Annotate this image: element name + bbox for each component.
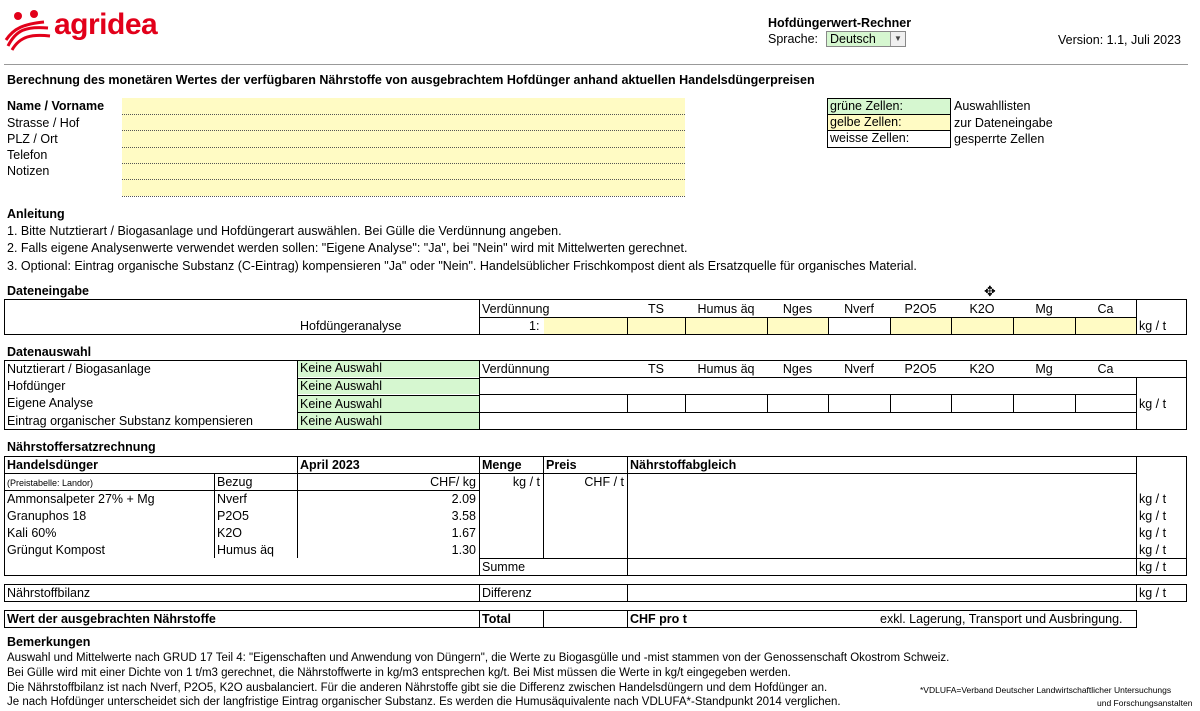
legend-green-label: grüne Zellen: bbox=[830, 99, 903, 113]
data-input-title: Dateneingabe bbox=[7, 284, 89, 298]
own-analysis-value: Keine Auswahl bbox=[300, 397, 383, 411]
remark-line-1: Auswahl und Mittelwerte nach GRUD 17 Teil 4: "Eigenschaften und Anwendung von Düngern", die Werte zu Biogasgülle und -mist stammen von der Genossenschaft Okostrom Schweiz. bbox=[7, 652, 950, 664]
sel-col-dilution: Verdünnung bbox=[482, 362, 550, 376]
selection-row-label-4: Eintrag organischer Substanz kompensieren bbox=[7, 414, 253, 428]
legend-green-cell bbox=[827, 98, 951, 115]
col-header-ca: Ca bbox=[1097, 302, 1114, 316]
nverf-input[interactable] bbox=[828, 318, 890, 334]
data-input-dilution-prefix: 1: bbox=[529, 319, 540, 333]
price-source: (Preistabelle: Landor) bbox=[7, 478, 94, 488]
balance-label: Nährstoffbilanz bbox=[7, 586, 91, 600]
col-header-mg: Mg bbox=[1035, 302, 1053, 316]
brand-name: agridea bbox=[54, 8, 158, 41]
version-text: Version: 1.1, Juli 2023 bbox=[1058, 33, 1181, 47]
agridea-logo bbox=[4, 6, 179, 52]
selection-title: Datenauswahl bbox=[7, 345, 92, 359]
sum-label: Summe bbox=[482, 560, 526, 574]
contact-notes-label: Notizen bbox=[7, 164, 50, 178]
fert-unit-2: kg / t bbox=[1139, 509, 1167, 523]
data-input-row-label: Hofdüngeranalyse bbox=[300, 319, 402, 333]
fert-price-4: 1.30 bbox=[451, 543, 476, 557]
chevron-down-icon[interactable]: ▼ bbox=[890, 32, 905, 46]
col-date: April 2023 bbox=[300, 458, 360, 472]
footnote-line-1: *VDLUFA=Verband Deutscher Landwirtschaftlicher Untersuchungs bbox=[920, 685, 1172, 695]
fert-ref-3: K2O bbox=[217, 526, 243, 540]
instructions-step-1: 1. Bitte Nutztierart / Biogasanlage und Hofdüngerart auswählen. Bei Gülle die Verdünnung angeben. bbox=[7, 224, 562, 238]
fert-name-2: Granuphos 18 bbox=[7, 509, 87, 523]
col-header-ts: TS bbox=[648, 302, 664, 316]
own-analysis-select[interactable] bbox=[298, 395, 479, 412]
sum-unit: kg / t bbox=[1139, 560, 1167, 574]
sel-col-k2o: K2O bbox=[969, 362, 995, 376]
remark-line-4: Je nach Hofdünger unterscheidet sich der langfristige Eintrag organischer Substanz. Es werden die Humusäquivalente nach VDLUFA*-Standpunkt 2014 verglichen. bbox=[7, 696, 841, 708]
contact-name-label: Name / Vorname bbox=[7, 99, 105, 113]
col-amount: Menge bbox=[482, 458, 522, 472]
sel-col-humus: Humus äq bbox=[697, 362, 755, 376]
language-value: Deutsch bbox=[830, 32, 876, 46]
p2o5-input[interactable] bbox=[890, 318, 951, 334]
fert-ref-1: Nverf bbox=[217, 492, 247, 506]
legend-yellow-cell bbox=[827, 115, 951, 131]
ts-input[interactable] bbox=[627, 318, 685, 334]
mg-input[interactable] bbox=[1013, 318, 1075, 334]
instructions-step-2: 2. Falls eigene Analysenwerte verwendet werden sollen: "Eigene Analyse": "Ja", bei "Nein" wird mit Mittelwerten gerechnet. bbox=[7, 241, 688, 255]
agridea-logo-icon bbox=[4, 6, 52, 52]
fert-price-1: 2.09 bbox=[451, 492, 476, 506]
col-header-nges: Nges bbox=[782, 302, 813, 316]
dilution-input[interactable] bbox=[544, 318, 627, 334]
legend-yellow-desc: zur Dateneingabe bbox=[954, 116, 1053, 130]
footnote-line-2: und Forschungsanstalten bbox=[1097, 698, 1193, 708]
humus-input[interactable] bbox=[685, 318, 767, 334]
sel-col-mg: Mg bbox=[1035, 362, 1053, 376]
replacement-title: Nährstoffersatzrechnung bbox=[7, 440, 156, 454]
selection-row-label-1: Nutztierart / Biogasanlage bbox=[7, 362, 151, 376]
selection-row-label-3: Eigene Analyse bbox=[7, 396, 94, 410]
col-price: Preis bbox=[546, 458, 577, 472]
fert-name-4: Grüngut Kompost bbox=[7, 543, 105, 557]
language-label: Sprache: bbox=[768, 32, 819, 46]
sel-col-nverf: Nverf bbox=[844, 362, 874, 376]
col-balance: Nährstoffabgleich bbox=[630, 458, 737, 472]
fert-price-2: 3.58 bbox=[451, 509, 476, 523]
contact-street-label: Strasse / Hof bbox=[7, 116, 80, 130]
sel-col-ca: Ca bbox=[1097, 362, 1114, 376]
fert-unit-3: kg / t bbox=[1139, 526, 1167, 540]
manure-value: Keine Auswahl bbox=[300, 379, 383, 393]
remarks-title: Bemerkungen bbox=[7, 635, 91, 649]
contact-phone-label: Telefon bbox=[7, 148, 48, 162]
remark-line-2: Bei Gülle wird mit einer Dichte von 1 t/m3 gerechnet, die Nährstoffwerte in kg/m3 entsprechen kg/t. Bei Mist müssen die Werte in kg/t eingegeben werden. bbox=[7, 667, 791, 679]
organic-compensation-select[interactable] bbox=[298, 412, 479, 429]
col-header-k2o: K2O bbox=[969, 302, 995, 316]
legend-white-desc: gesperrte Zellen bbox=[954, 132, 1045, 146]
legend-green-desc: Auswahllisten bbox=[954, 99, 1031, 113]
app-title: Hofdüngerwert-Rechner bbox=[768, 16, 912, 30]
nges-input[interactable] bbox=[767, 318, 828, 334]
data-input-unit: kg / t bbox=[1139, 319, 1167, 333]
fert-ref-2: P2O5 bbox=[217, 509, 249, 523]
animal-type-value: Keine Auswahl bbox=[300, 361, 383, 375]
organic-compensation-value: Keine Auswahl bbox=[300, 414, 383, 428]
manure-select[interactable] bbox=[298, 378, 479, 394]
selection-unit: kg / t bbox=[1139, 397, 1167, 411]
col-header-dilution: Verdünnung bbox=[482, 302, 550, 316]
unit-kg-t: kg / t bbox=[512, 475, 540, 489]
language-select[interactable] bbox=[826, 31, 906, 47]
unit-chf-kg: CHF/ kg bbox=[430, 475, 476, 489]
instructions-step-3: 3. Optional: Eintrag organische Substanz (C-Eintrag) kompensieren "Ja" oder "Nein". Handelsüblicher Frischkompost dient als Ersatzquelle für organisches Material. bbox=[7, 259, 917, 273]
col-header-nverf: Nverf bbox=[844, 302, 874, 316]
fert-name-3: Kali 60% bbox=[7, 526, 57, 540]
total-label: Total bbox=[482, 612, 511, 626]
remark-line-3: Die Nährstoffbilanz ist nach Nverf, P2O5, K2O ausbalanciert. Für die anderen Nährstoffe gibt sie die Differenz zwischen Handelsdüngern und dem Hofdünger an. bbox=[7, 682, 828, 694]
balance-unit: kg / t bbox=[1139, 586, 1167, 600]
legend-yellow-label: gelbe Zellen: bbox=[830, 115, 902, 129]
contact-zip-label: PLZ / Ort bbox=[7, 132, 58, 146]
fert-ref-4: Humus äq bbox=[217, 543, 274, 557]
cursor-icon: ✥ bbox=[984, 283, 996, 299]
col-ref: Bezug bbox=[217, 475, 253, 489]
selection-row-label-2: Hofdünger bbox=[7, 379, 66, 393]
diff-label: Differenz bbox=[482, 586, 532, 600]
excl-note: exkl. Lagerung, Transport und Ausbringung. bbox=[880, 612, 1123, 626]
page-title: Berechnung des monetären Wertes der verfügbaren Nährstoffe von ausgebrachtem Hofdünger anhand aktuellen Handelsdüngerpreisen bbox=[7, 73, 815, 87]
legend-white-cell bbox=[827, 131, 951, 148]
unit-chf-t: CHF / t bbox=[584, 475, 624, 489]
instructions-title: Anleitung bbox=[7, 207, 65, 221]
fert-price-3: 1.67 bbox=[451, 526, 476, 540]
col-header-p2o5: P2O5 bbox=[904, 302, 937, 316]
col-header-humus: Humus äq bbox=[697, 302, 755, 316]
value-label: Wert der ausgebrachten Nährstoffe bbox=[7, 612, 216, 626]
balance-row bbox=[4, 584, 1187, 602]
sel-col-nges: Nges bbox=[782, 362, 813, 376]
animal-type-select[interactable] bbox=[298, 361, 479, 377]
col-fertilizer: Handelsdünger bbox=[7, 458, 98, 472]
sel-col-ts: TS bbox=[648, 362, 664, 376]
chf-per-t-label: CHF pro t bbox=[630, 612, 687, 626]
legend-white-label: weisse Zellen: bbox=[830, 131, 910, 145]
sel-col-p2o5: P2O5 bbox=[904, 362, 937, 376]
fert-unit-4: kg / t bbox=[1139, 543, 1167, 557]
k2o-input[interactable] bbox=[951, 318, 1013, 334]
fert-unit-1: kg / t bbox=[1139, 492, 1167, 506]
ca-input[interactable] bbox=[1075, 318, 1136, 334]
fert-name-1: Ammonsalpeter 27% + Mg bbox=[7, 492, 155, 506]
